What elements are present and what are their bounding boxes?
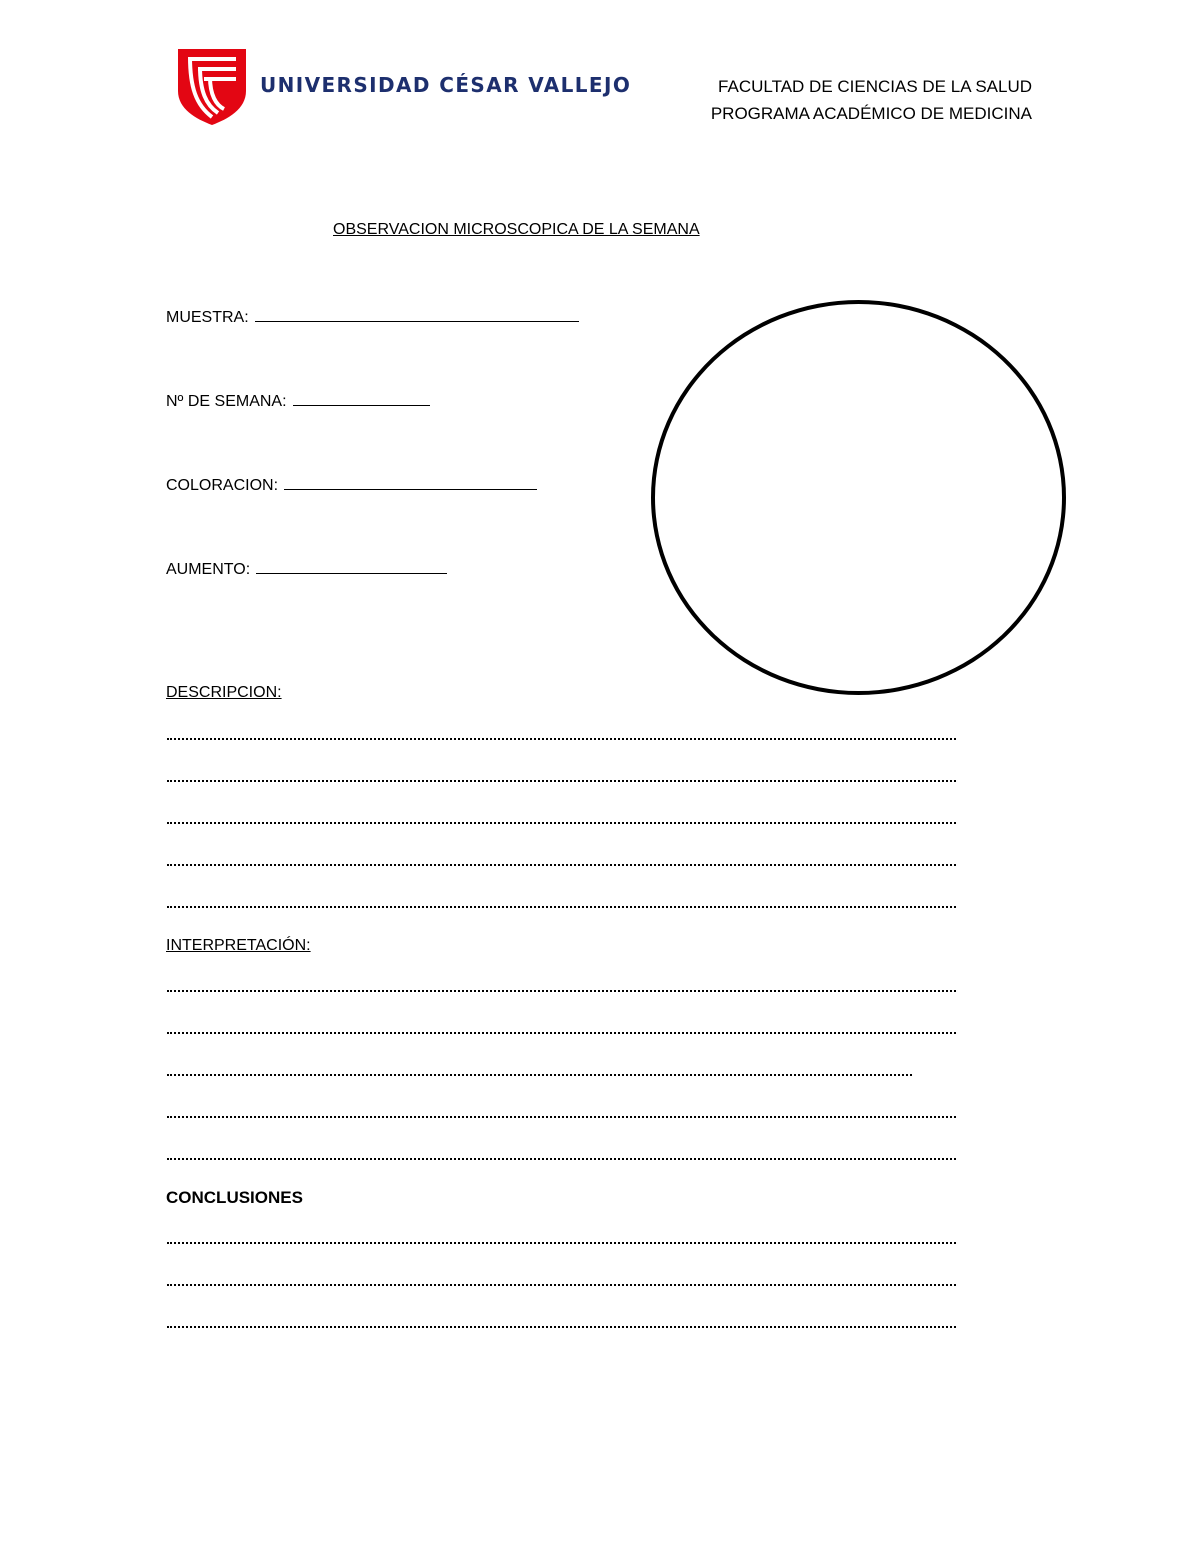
university-name: UNIVERSIDAD CÉSAR VALLEJO (260, 73, 632, 97)
interpretacion-line[interactable] (167, 1032, 956, 1034)
semana-field (166, 390, 430, 411)
interpretacion-line[interactable] (167, 1074, 912, 1076)
program-name: PROGRAMA ACADÉMICO DE MEDICINA (710, 104, 1032, 123)
university-logo-icon (176, 47, 248, 127)
descripcion-line[interactable] (167, 738, 956, 740)
semana-label: Nº DE SEMANA: (166, 393, 287, 410)
page-title: OBSERVACION MICROSCOPICA DE LA SEMANA (333, 221, 700, 238)
conclusiones-line[interactable] (167, 1326, 956, 1328)
microscope-field-circle[interactable] (651, 300, 1066, 695)
descripcion-line[interactable] (167, 864, 956, 866)
muestra-label: MUESTRA: (166, 309, 249, 326)
conclusiones-line[interactable] (167, 1242, 956, 1244)
coloracion-field (166, 474, 537, 495)
coloracion-label: COLORACION: (166, 477, 279, 494)
muestra-field (166, 306, 579, 327)
aumento-blank[interactable] (256, 558, 447, 574)
interpretacion-line[interactable] (167, 1116, 956, 1118)
interpretacion-line[interactable] (167, 1158, 956, 1160)
descripcion-line[interactable] (167, 822, 956, 824)
coloracion-blank[interactable] (284, 474, 537, 490)
interpretacion-line[interactable] (167, 990, 956, 992)
aumento-field (166, 558, 447, 579)
muestra-blank[interactable] (255, 306, 579, 322)
aumento-label: AUMENTO: (166, 561, 251, 578)
header-block (711, 73, 1032, 127)
conclusiones-heading: CONCLUSIONES (166, 1188, 303, 1207)
descripcion-heading: DESCRIPCION: (166, 684, 282, 701)
descripcion-line[interactable] (167, 906, 956, 908)
interpretacion-heading: INTERPRETACIÓN: (166, 937, 311, 954)
semana-blank[interactable] (293, 390, 430, 406)
descripcion-line[interactable] (167, 780, 956, 782)
faculty-name: FACULTAD DE CIENCIAS DE LA SALUD (718, 77, 1032, 96)
conclusiones-line[interactable] (167, 1284, 956, 1286)
